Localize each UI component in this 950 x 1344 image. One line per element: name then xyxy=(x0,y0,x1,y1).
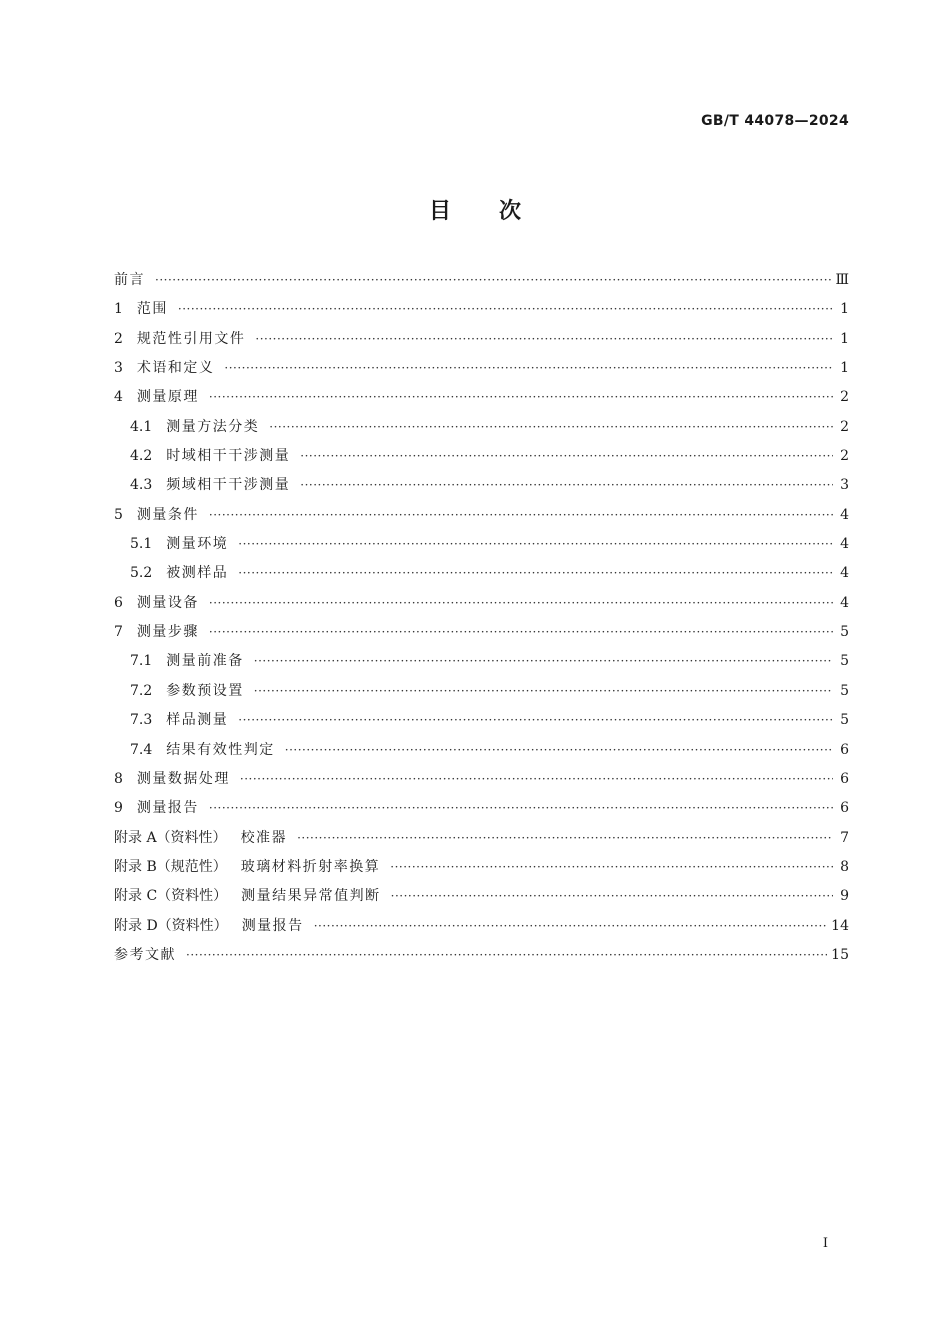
toc-entry-label: 测量条件 xyxy=(136,506,199,523)
toc-entry-number: 7 xyxy=(114,624,123,641)
toc-entry-number: 4.3 xyxy=(130,477,153,494)
toc-entry-number: 4.1 xyxy=(130,418,153,435)
toc-entry-page: 1 xyxy=(840,330,849,347)
toc-entry[interactable] xyxy=(114,298,849,327)
toc-entry[interactable] xyxy=(114,474,849,503)
toc-entry[interactable] xyxy=(114,562,849,591)
toc-entry-number: 7.4 xyxy=(130,741,153,758)
dot-leader xyxy=(186,948,827,962)
dot-leader xyxy=(300,478,833,492)
toc-entry[interactable] xyxy=(114,621,849,650)
toc-entry-page: 1 xyxy=(840,360,849,377)
dot-leader xyxy=(238,713,833,727)
toc-entry[interactable] xyxy=(114,680,849,709)
toc-entry-page: 2 xyxy=(840,418,849,435)
dot-leader xyxy=(255,332,833,346)
toc-entry-label: 规范性引用文件 xyxy=(136,330,246,347)
dot-leader xyxy=(209,390,833,404)
dot-leader xyxy=(224,361,833,375)
toc-entry-number: 5.1 xyxy=(130,536,153,553)
toc-entry[interactable] xyxy=(114,416,849,445)
toc-entry-number: 1 xyxy=(114,301,123,318)
toc-entry[interactable] xyxy=(114,533,849,562)
toc-entry-number: 7.2 xyxy=(130,682,153,699)
toc-entry-number: 5.2 xyxy=(130,565,153,582)
toc-entry-label: 测量报告 xyxy=(241,917,304,934)
page-number: I xyxy=(822,1236,828,1251)
toc-entry-page: 6 xyxy=(840,800,849,817)
toc-entry-page: 9 xyxy=(840,888,849,905)
toc-entry-label: 术语和定义 xyxy=(136,360,215,377)
toc-entry-label: 参数预设置 xyxy=(166,682,244,699)
toc-entry-page: 5 xyxy=(840,653,849,670)
dot-leader xyxy=(155,273,831,287)
toc-entry[interactable] xyxy=(114,856,849,885)
toc-entry-page: 15 xyxy=(831,946,849,963)
dot-leader xyxy=(285,743,833,757)
toc-entry-label: 玻璃材料折射率换算 xyxy=(240,858,381,875)
toc-entry[interactable] xyxy=(114,768,849,797)
dot-leader xyxy=(254,684,833,698)
toc-entry[interactable] xyxy=(114,944,849,973)
toc-entry-number: 2 xyxy=(114,330,123,347)
toc-entry-number: 8 xyxy=(114,770,123,787)
dot-leader xyxy=(209,508,833,522)
toc-entry-label: 前言 xyxy=(114,272,145,288)
toc-entry[interactable] xyxy=(114,915,849,944)
toc-entry-number: 4 xyxy=(114,389,123,406)
toc-entry-number: 7.3 xyxy=(130,712,153,729)
toc-entry-label: 测量前准备 xyxy=(166,653,244,670)
toc-entry-label: 测量结果异常值判断 xyxy=(241,888,381,905)
toc-entry-number: 4.2 xyxy=(130,448,153,465)
dot-leader xyxy=(209,801,833,815)
dot-leader xyxy=(209,596,833,610)
toc-entry-number: 附录 D（资料性） xyxy=(114,917,228,934)
toc-entry-label: 测量数据处理 xyxy=(136,770,230,787)
toc-entry-number: 3 xyxy=(114,360,123,377)
dot-leader xyxy=(209,625,833,639)
toc-entry-label: 测量设备 xyxy=(136,594,199,611)
dot-leader xyxy=(254,654,833,668)
toc-entry-label: 频域相干干涉测量 xyxy=(166,477,291,494)
toc-entry-label: 测量原理 xyxy=(136,389,199,406)
dot-leader xyxy=(178,302,833,316)
toc-entry[interactable] xyxy=(114,797,849,826)
toc-entry-label: 范围 xyxy=(136,301,168,318)
dot-leader xyxy=(300,449,833,463)
toc-entry-number: 6 xyxy=(114,594,123,611)
toc-entry-page: 4 xyxy=(840,506,849,523)
toc-entry-page: 5 xyxy=(840,624,849,641)
toc-entry-page: 5 xyxy=(840,682,849,699)
toc-entry[interactable] xyxy=(114,328,849,357)
toc-entry[interactable] xyxy=(114,592,849,621)
toc-entry[interactable] xyxy=(114,650,849,679)
toc-entry-label: 被测样品 xyxy=(166,565,229,582)
toc-entry[interactable] xyxy=(114,885,849,914)
toc-entry-page: 4 xyxy=(840,594,849,611)
toc-entry-label: 时域相干干涉测量 xyxy=(166,448,291,465)
toc-entry-page: 1 xyxy=(840,301,849,318)
toc-entry-number: 9 xyxy=(114,800,123,817)
toc-entry-page: Ⅲ xyxy=(835,272,849,288)
standard-number: GB/T 44078—2024 xyxy=(701,113,849,129)
toc-entry-number: 附录 C（资料性） xyxy=(114,888,228,905)
toc-entry[interactable] xyxy=(114,386,849,415)
toc-entry-page: 8 xyxy=(840,858,849,875)
toc-entry-number: 5 xyxy=(114,506,123,523)
toc-entry-label: 测量报告 xyxy=(136,800,199,817)
dot-leader xyxy=(269,420,833,434)
toc-entry-label: 样品测量 xyxy=(166,712,229,729)
toc-entry-page: 6 xyxy=(840,741,849,758)
toc-entry-page: 6 xyxy=(840,770,849,787)
dot-leader xyxy=(240,772,833,786)
toc-entry[interactable] xyxy=(114,445,849,474)
dot-leader xyxy=(238,537,833,551)
toc-entry[interactable] xyxy=(114,827,849,856)
dot-leader xyxy=(314,919,827,933)
toc-entry-page: 3 xyxy=(840,477,849,494)
page-title: 目次 xyxy=(428,199,569,224)
toc-entry-label: 测量步骤 xyxy=(136,624,199,641)
toc-entry-number: 7.1 xyxy=(130,653,153,670)
toc-entry-page: 4 xyxy=(840,536,849,553)
toc-entry-label: 测量环境 xyxy=(166,536,229,553)
toc-entry-page: 2 xyxy=(840,389,849,406)
toc-entry-label: 校准器 xyxy=(240,829,288,846)
toc-entry[interactable] xyxy=(114,269,849,298)
toc-entry-label: 参考文献 xyxy=(114,946,176,963)
toc-entry[interactable] xyxy=(114,709,849,738)
dot-leader xyxy=(390,860,833,874)
toc-entry-label: 测量方法分类 xyxy=(166,418,260,435)
toc-entry[interactable] xyxy=(114,504,849,533)
toc-entry-page: 14 xyxy=(831,917,849,934)
dot-leader xyxy=(297,831,833,845)
toc-entry[interactable] xyxy=(114,739,849,768)
table-of-contents xyxy=(114,269,849,973)
toc-entry-number: 附录 B（规范性） xyxy=(114,858,227,875)
dot-leader xyxy=(238,566,833,580)
toc-entry-page: 4 xyxy=(840,565,849,582)
toc-entry-label: 结果有效性判定 xyxy=(166,741,275,758)
dot-leader xyxy=(391,889,833,903)
toc-entry[interactable] xyxy=(114,357,849,386)
toc-entry-number: 附录 A（资料性） xyxy=(114,829,227,846)
toc-entry-page: 7 xyxy=(840,829,849,846)
toc-entry-page: 2 xyxy=(840,448,849,465)
toc-entry-page: 5 xyxy=(840,712,849,729)
